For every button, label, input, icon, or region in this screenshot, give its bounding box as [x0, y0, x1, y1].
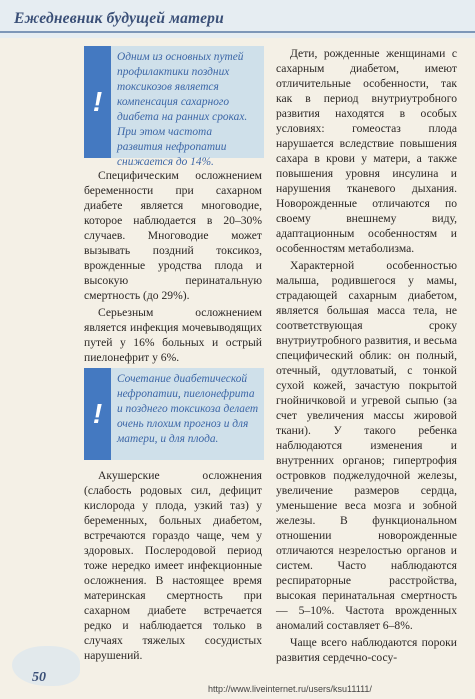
paragraph: Специфическим осложнением беременности при сахарном диабете является многоводие, которое наблюдается в 20–30% случаев. Многоводие может вызывать поздний токсикоз, врожденные уродства плода и высокую перинатальную смертность (до 29%).	[84, 169, 262, 302]
callout-text: Одним из основных путей профилактики поздних токсикозов является компенсация сахарного диабета на ранних сроках. При этом частота развития нефропатии снижается до 14%.	[117, 51, 248, 168]
watermark-url: http://www.liveinternet.ru/users/ksu11111/	[208, 684, 372, 694]
callout-text: Сочетание диабетической нефропатии, пиелонефрита и позднего токсикоза делает очень плохим прогноз и для матери, и для плода.	[117, 373, 259, 445]
right-column	[276, 46, 457, 665]
callout-box-prognosis	[84, 368, 264, 460]
left-column-upper	[84, 168, 262, 365]
page-number-ornament	[12, 646, 80, 686]
paragraph: Чаще всего наблюдаются пороки развития сердечно-сосу-	[276, 636, 457, 664]
paragraph: Акушерские осложнения (слабость родовых сил, дефицит кислорода у плода, узкий таз) у беременных, больных диабетом, встречаются гораздо чаще, чем у здоровых. Послеродовой период тоже нередко имеет инфекционные осложнения. В настоящее время материнская смертность при сахарном диабете встречается редко и наблюдается только в случаях тяжелых сосудистых нарушений.	[84, 469, 262, 662]
exclamation-icon: !	[92, 86, 103, 117]
running-title: Ежедневник будущей матери	[14, 10, 224, 27]
header-rule	[0, 31, 475, 33]
paragraph: Дети, рожденные женщинами с сахарным диабетом, имеют отличительные особенности, так как в период внутриутробного развития находятся в особых условиях: гомеостаз плода нарушается вследствие повышения сахара в крови у матери, а также повышения уровня инсулина и нарушения тканевого дыхания. Новорожденные отличаются по своему внешнему виду, адаптационным особенностям и особенностям метаболизма.	[276, 47, 457, 255]
page-number: 50	[32, 670, 46, 685]
left-column-lower	[84, 468, 262, 663]
paragraph: Серьезным осложнением является инфекция мочевыводящих путей у 16% больных и острый пиелонефрит у 6%.	[84, 306, 262, 364]
paragraph: Характерной особенностью малыша, родившегося у мамы, страдающей сахарным диабетом, является большая масса тела, не соответствующая сроку внутриутробного развития, и весьма специфический облик: он полный, отечный, одутловатый, с тонкой сухой кожей, зачастую покрытой гнойничковой и угревой сыпью (за счет увеличения массы жировой ткани). У такого ребенка наблюдаются изменения и внутренних органов; гипертрофия островков поджелудочной железы, увеличение размеров сердца, уменьшение веса мозга и зобной железы. В функциональном отношении новорожденные отличаются незрелостью органов и систем. Часто наблюдаются респираторные расстройства, высокая перинатальная смертность — 5–10%. Частота врожденных аномалий составляет 6–8%.	[276, 259, 457, 632]
page-header	[0, 0, 475, 38]
exclamation-icon: !	[92, 398, 103, 429]
callout-box-prevention	[84, 46, 264, 168]
